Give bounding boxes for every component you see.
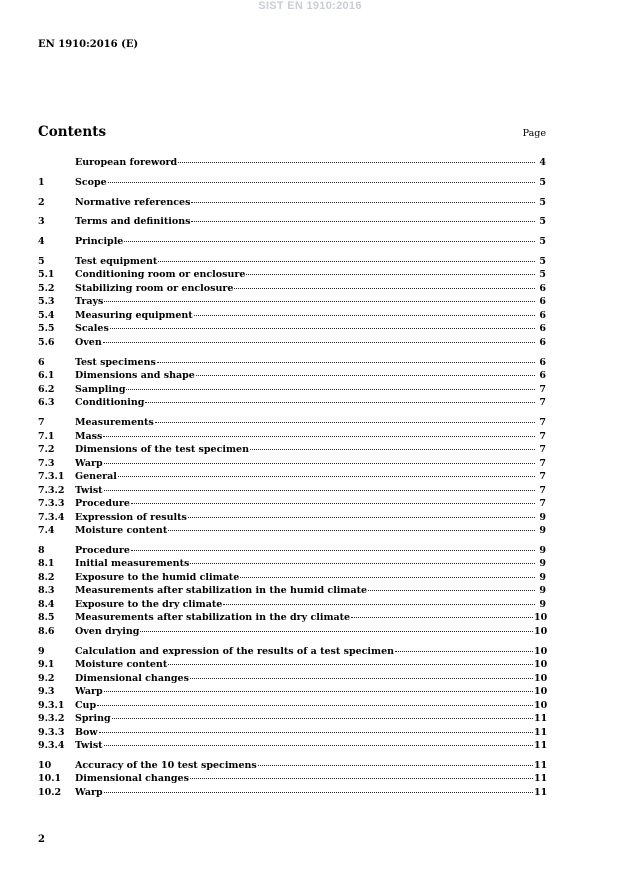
- toc-entry-title: Normative references: [75, 196, 191, 208]
- toc-entry-title: Scales: [75, 323, 109, 335]
- toc-entry-page: 6: [539, 336, 546, 348]
- dot-leader: [118, 476, 535, 477]
- dot-leader: [126, 389, 535, 390]
- toc-entry-title: Measurements after stabilization in the dry climate: [75, 612, 351, 624]
- toc-entry-number: 9.2: [38, 672, 55, 684]
- dot-leader: [250, 449, 535, 450]
- toc-entry-page: 11: [534, 786, 548, 798]
- toc-entry-title: Moisture content: [75, 525, 168, 537]
- dot-leader: [110, 328, 535, 329]
- dot-leader: [103, 436, 535, 437]
- toc-entry-title: Dimensional changes: [75, 672, 189, 684]
- dot-leader: [108, 182, 535, 183]
- toc-entry-title: General: [75, 471, 117, 483]
- dot-leader: [190, 563, 535, 564]
- toc-entry-page: 11: [534, 740, 548, 752]
- toc-entry-title: Measurements after stabilization in the humid climate: [75, 585, 368, 597]
- toc-entry-title: Terms and definitions: [75, 216, 191, 228]
- toc-entry-number: 5.6: [38, 336, 55, 348]
- toc-entry-number: 8.2: [38, 571, 55, 583]
- toc-entry[interactable]: [38, 283, 546, 297]
- toc-entry-page: 6: [539, 309, 546, 321]
- toc-entry[interactable]: [38, 216, 546, 230]
- toc-entry-number: 8.6: [38, 625, 55, 637]
- toc-entry-page: 7: [539, 430, 546, 442]
- toc-entry[interactable]: [38, 197, 546, 211]
- dot-leader: [157, 362, 535, 363]
- toc-entry[interactable]: [38, 431, 546, 445]
- dot-leader: [190, 778, 533, 779]
- toc-entry-number: 5.4: [38, 309, 55, 321]
- dot-leader: [104, 463, 535, 464]
- toc-entry[interactable]: [38, 545, 546, 559]
- toc-entry-number: 2: [38, 196, 45, 208]
- toc-entry-title: Dimensions of the test specimen: [75, 444, 249, 456]
- dot-leader: [145, 402, 535, 403]
- toc-entry-page: 11: [534, 759, 548, 771]
- toc-entry-number: 9.3.3: [38, 726, 65, 738]
- toc-entry-number: 9.3.2: [38, 713, 65, 725]
- toc-entry-number: 9: [38, 645, 45, 657]
- dot-leader: [104, 691, 533, 692]
- toc-entry[interactable]: [38, 626, 546, 640]
- dot-leader: [103, 342, 535, 343]
- toc-entry-title: Mass: [75, 430, 103, 442]
- toc-entry[interactable]: [38, 485, 546, 499]
- toc-entry-number: 7.3.1: [38, 471, 65, 483]
- page-column-label: Page: [522, 128, 546, 139]
- toc-entry-number: 8.4: [38, 598, 55, 610]
- toc-entry[interactable]: [38, 612, 546, 626]
- toc-entry[interactable]: [38, 646, 546, 660]
- dot-leader: [196, 375, 535, 376]
- dot-leader: [188, 517, 535, 518]
- toc-entry-number: 7: [38, 417, 45, 429]
- dot-leader: [194, 315, 535, 316]
- toc-entry-number: 7.4: [38, 525, 55, 537]
- dot-leader: [131, 503, 535, 504]
- toc-entry[interactable]: [38, 310, 546, 324]
- toc-entry[interactable]: [38, 177, 546, 191]
- toc-entry-page: 4: [539, 157, 546, 168]
- dot-leader: [155, 422, 535, 423]
- toc-entry-page: 9: [539, 558, 546, 570]
- toc-entry-page: 10: [534, 659, 548, 671]
- toc-entry-number: 7.3.2: [38, 484, 65, 496]
- toc-entry-number: 6.3: [38, 397, 55, 409]
- toc-entry-title: Exposure to the humid climate: [75, 571, 240, 583]
- toc-entry[interactable]: [38, 471, 546, 485]
- toc-entry-number: 6.1: [38, 370, 55, 382]
- toc-entry-page: 7: [539, 457, 546, 469]
- toc-entry[interactable]: [38, 572, 546, 586]
- toc-entry-title: Conditioning room or enclosure: [75, 269, 246, 281]
- toc-entry-number: 5.3: [38, 296, 55, 308]
- toc-entry-title: Twist: [75, 740, 103, 752]
- toc-entry[interactable]: [38, 740, 546, 754]
- toc-entry-page: 7: [539, 471, 546, 483]
- toc-entry-number: 9.3.4: [38, 740, 65, 752]
- dot-leader: [104, 745, 533, 746]
- toc-entry-title: Cup: [75, 699, 97, 711]
- toc-entry-title: Dimensions and shape: [75, 370, 195, 382]
- toc-entry[interactable]: [38, 700, 546, 714]
- toc-entry-title: Initial measurements: [75, 558, 190, 570]
- toc-entry-page: 7: [539, 498, 546, 510]
- toc-entry-number: 8: [38, 544, 45, 556]
- toc-entry[interactable]: [38, 599, 546, 613]
- toc-entry-title: Measuring equipment: [75, 309, 193, 321]
- toc-entry-number: 4: [38, 236, 45, 248]
- toc-entry-title: Exposure to the dry climate: [75, 598, 223, 610]
- toc-entry-number: 9.3.1: [38, 699, 65, 711]
- toc-entry[interactable]: [38, 370, 546, 384]
- dot-leader: [168, 530, 535, 531]
- toc-entry[interactable]: [38, 357, 546, 371]
- dot-leader: [234, 288, 535, 289]
- toc-entry[interactable]: [38, 397, 546, 411]
- dot-leader: [246, 274, 535, 275]
- toc-entry-title: Stabilizing room or enclosure: [75, 282, 234, 294]
- toc-entry-title: Oven drying: [75, 625, 140, 637]
- toc-entry-number: 10: [38, 759, 52, 771]
- toc-entry-number: 10.1: [38, 773, 62, 785]
- toc-entry[interactable]: [38, 673, 546, 687]
- toc-entry[interactable]: [38, 760, 546, 774]
- toc-entry-page: 10: [534, 672, 548, 684]
- toc-entry-number: 6: [38, 356, 45, 368]
- dot-leader: [104, 490, 535, 491]
- dot-leader: [178, 162, 535, 163]
- toc-entry-title: Trays: [75, 296, 104, 308]
- dot-leader: [223, 604, 535, 605]
- table-of-contents: [38, 157, 546, 800]
- toc-entry-page: 9: [539, 544, 546, 556]
- toc-entry-number: 7.3: [38, 457, 55, 469]
- watermark: SIST EN 1910:2016: [258, 0, 362, 12]
- toc-entry-page: 9: [539, 525, 546, 537]
- dot-leader: [131, 550, 535, 551]
- dot-leader: [351, 617, 533, 618]
- toc-entry-page: 7: [539, 383, 546, 395]
- toc-entry-page: 5: [539, 255, 546, 267]
- dot-leader: [99, 732, 533, 733]
- toc-entry-page: 9: [539, 511, 546, 523]
- toc-entry-title: Warp: [75, 686, 103, 698]
- toc-entry-page: 5: [539, 216, 546, 228]
- toc-entry[interactable]: [38, 269, 546, 283]
- toc-entry-page: 6: [539, 296, 546, 308]
- toc-entry-title: Oven: [75, 336, 102, 348]
- toc-entry[interactable]: [38, 256, 546, 270]
- toc-entry-number: 8.5: [38, 612, 55, 624]
- toc-entry-title: Warp: [75, 786, 103, 798]
- toc-entry-page: 11: [534, 713, 548, 725]
- dot-leader: [240, 577, 535, 578]
- dot-leader: [104, 301, 535, 302]
- document-id: EN 1910:2016 (E): [38, 39, 139, 50]
- dot-leader: [104, 792, 533, 793]
- toc-entry[interactable]: [38, 787, 546, 801]
- toc-entry-number: 1: [38, 176, 45, 188]
- toc-entry-title: Conditioning: [75, 397, 145, 409]
- toc-entry[interactable]: [38, 585, 546, 599]
- toc-entry-page: 10: [534, 699, 548, 711]
- toc-entry-page: 5: [539, 236, 546, 248]
- toc-entry-number: 8.3: [38, 585, 55, 597]
- toc-entry-page: 10: [534, 645, 548, 657]
- toc-entry-title: Principle: [75, 236, 124, 248]
- dot-leader: [112, 718, 533, 719]
- toc-entry[interactable]: [38, 512, 546, 526]
- toc-entry-number: 6.2: [38, 383, 55, 395]
- toc-entry[interactable]: [38, 444, 546, 458]
- dot-leader: [158, 261, 535, 262]
- toc-entry-title: Bow: [75, 726, 98, 738]
- toc-entry-page: 11: [534, 726, 548, 738]
- dot-leader: [97, 705, 533, 706]
- contents-heading: Contents: [38, 124, 107, 140]
- toc-entry-title: Procedure: [75, 544, 130, 556]
- toc-entry[interactable]: [38, 458, 546, 472]
- toc-entry-title: European foreword: [75, 157, 178, 168]
- toc-entry-title: Expression of results: [75, 511, 187, 523]
- toc-entry-page: 6: [539, 323, 546, 335]
- toc-entry[interactable]: [38, 659, 546, 673]
- toc-entry-title: Twist: [75, 484, 103, 496]
- toc-entry-number: 5.1: [38, 269, 55, 281]
- toc-entry[interactable]: [38, 727, 546, 741]
- toc-entry-title: Test equipment: [75, 255, 158, 267]
- dot-leader: [191, 202, 535, 203]
- toc-entry-number: 9.3: [38, 686, 55, 698]
- toc-entry-number: 7.3.3: [38, 498, 65, 510]
- toc-entry-number: 7.3.4: [38, 511, 65, 523]
- toc-entry-title: Test specimens: [75, 356, 156, 368]
- toc-entry-number: 10.2: [38, 786, 62, 798]
- toc-entry-page: 10: [534, 686, 548, 698]
- toc-entry-page: 5: [539, 269, 546, 281]
- toc-entry-page: 7: [539, 397, 546, 409]
- toc-entry-page: 5: [539, 196, 546, 208]
- toc-entry-page: 10: [534, 612, 548, 624]
- toc-entry-title: Scope: [75, 176, 107, 188]
- toc-entry-title: Warp: [75, 457, 103, 469]
- toc-entry-page: 6: [539, 356, 546, 368]
- toc-entry-title: Calculation and expression of the results of a test specimen: [75, 645, 395, 657]
- toc-entry[interactable]: [38, 525, 546, 539]
- toc-entry-page: 6: [539, 282, 546, 294]
- toc-entry[interactable]: [38, 498, 546, 512]
- toc-entry-page: 7: [539, 484, 546, 496]
- toc-entry[interactable]: [38, 384, 546, 398]
- toc-entry-page: 9: [539, 585, 546, 597]
- toc-entry-number: 5.5: [38, 323, 55, 335]
- toc-entry[interactable]: [38, 323, 546, 337]
- toc-entry-title: Accuracy of the 10 test specimens: [75, 759, 257, 771]
- page-number: 2: [38, 834, 45, 845]
- toc-entry[interactable]: [38, 337, 546, 351]
- toc-entry-page: 9: [539, 598, 546, 610]
- toc-entry[interactable]: [38, 417, 546, 431]
- toc-entry-title: Procedure: [75, 498, 130, 510]
- toc-entry-number: 3: [38, 216, 45, 228]
- toc-entry[interactable]: [38, 157, 546, 171]
- toc-entry-page: 10: [534, 625, 548, 637]
- dot-leader: [140, 631, 533, 632]
- toc-entry-number: 5: [38, 255, 45, 267]
- toc-entry-page: 7: [539, 444, 546, 456]
- dot-leader: [190, 678, 533, 679]
- toc-entry-page: 7: [539, 417, 546, 429]
- toc-entry-title: Moisture content: [75, 659, 168, 671]
- toc-entry-title: Measurements: [75, 417, 154, 429]
- toc-entry[interactable]: [38, 773, 546, 787]
- toc-entry-number: 7.2: [38, 444, 55, 456]
- toc-entry-page: 11: [534, 773, 548, 785]
- toc-entry[interactable]: [38, 713, 546, 727]
- dot-leader: [258, 765, 533, 766]
- toc-entry-number: 5.2: [38, 282, 55, 294]
- toc-entry-page: 6: [539, 370, 546, 382]
- toc-entry-title: Spring: [75, 713, 111, 725]
- toc-entry[interactable]: [38, 686, 546, 700]
- dot-leader: [395, 651, 533, 652]
- toc-entry-page: 9: [539, 571, 546, 583]
- toc-entry-number: 8.1: [38, 558, 55, 570]
- toc-entry[interactable]: [38, 558, 546, 572]
- toc-entry-title: Sampling: [75, 383, 126, 395]
- toc-entry-title: Dimensional changes: [75, 773, 189, 785]
- dot-leader: [124, 241, 535, 242]
- dot-leader: [191, 221, 535, 222]
- toc-entry[interactable]: [38, 296, 546, 310]
- toc-entry-page: 5: [539, 176, 546, 188]
- dot-leader: [368, 590, 535, 591]
- toc-entry-number: 7.1: [38, 430, 55, 442]
- dot-leader: [168, 664, 533, 665]
- toc-entry[interactable]: [38, 236, 546, 250]
- toc-entry-number: 9.1: [38, 659, 55, 671]
